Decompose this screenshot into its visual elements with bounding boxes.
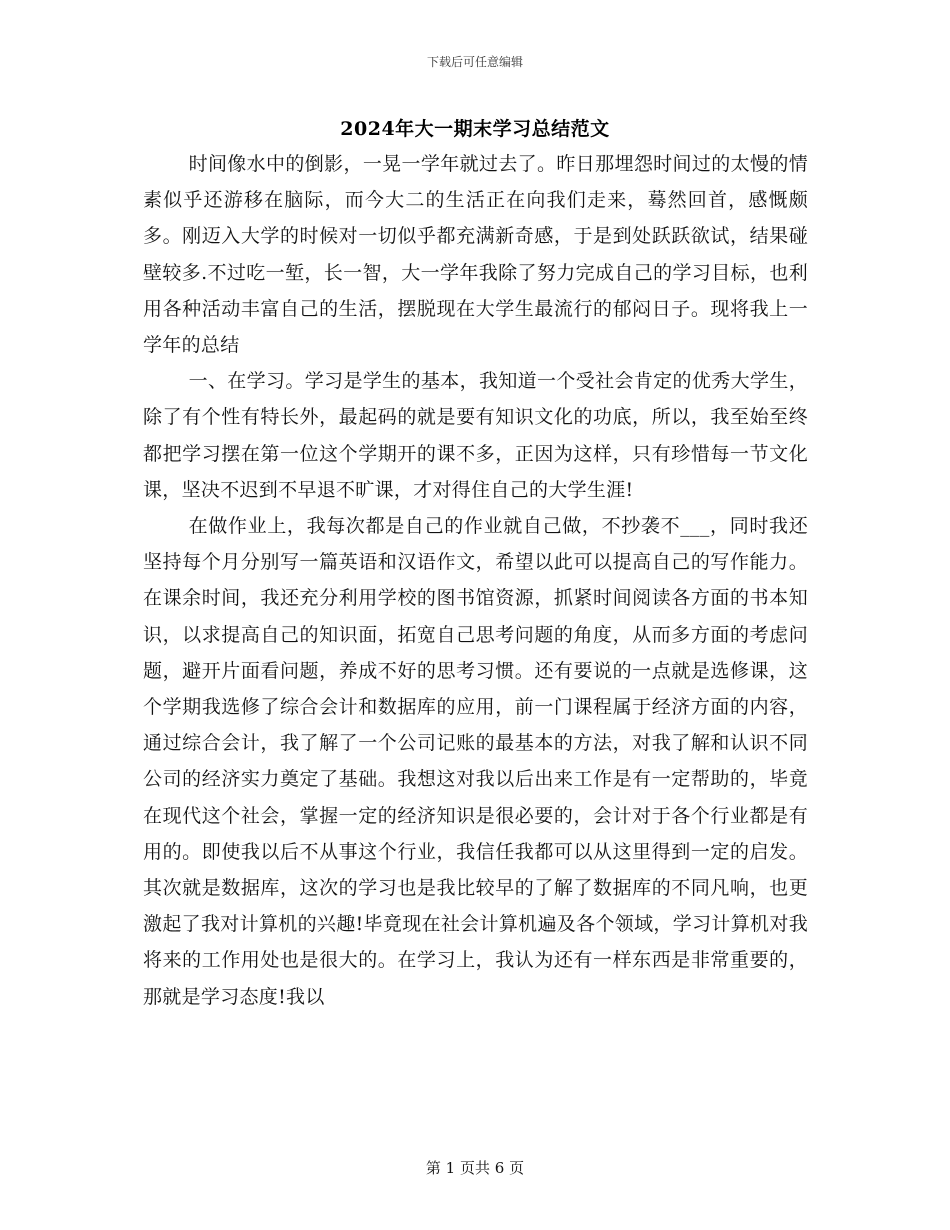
paragraph-study: 一、在学习。学习是学生的基本，我知道一个受社会肯定的优秀大学生，除了有个性有特长外，最起码的就是要有知识文化的功底，所以，我至始至终都把学习摆在第一位这个学期开的课不多，正因为这样，只有珍惜每一节文化课，坚决不迟到不早退不旷课，才对得住自己的大学生涯!: [143, 370, 808, 501]
paragraph-homework: 在做作业上，我每次都是自己的作业就自己做，不抄袭不___，同时我还坚持每个月分别写一篇英语和汉语作文，希望以此可以提高自己的写作能力。在课余时间，我还充分利用学校的图书馆资源，抓紧时间阅读各方面的书本知识，以求提高自己的知识面，拓宽自己思考问题的角度，从而多方面的考虑问题，避开片面看问题，养成不好的思考习惯。还有要说的一点就是选修课，这个学期我选修了综合会计和数据库的应用，前一门课程属于经济方面的内容，通过综合会计，我了解了一个公司记账的最基本的方法，对我了解和认识不同公司的经济实力奠定了基础。我想这对我以后出来工作是有一定帮助的，毕竟在现代这个社会，掌握一定的经济知识是很必要的，会计对于各个行业都是有用的。即使我以后不从事这个行业，我信任我都可以从这里得到一定的启发。其次就是数据库，这次的学习也是我比较早的了解了数据库的不同凡响，也更激起了我对计算机的兴趣!毕竟现在社会计算机遍及各个领域，学习计算机对我将来的工作用处也是很大的。在学习上，我认为还有一样东西是非常重要的，那就是学习态度!我以: [143, 515, 808, 1008]
page-number: 第 1 页共 6 页: [425, 1159, 525, 1177]
document-title: 2024年大一期末学习总结范文: [340, 118, 610, 140]
header-note: 下载后可任意编辑: [426, 55, 523, 69]
paragraph-intro: 时间像水中的倒影，一晃一学年就过去了。昨日那埋怨时间过的太慢的情素似乎还游移在脑际，而今大二的生活正在向我们走来，蓦然回首，感慨颇多。刚迈入大学的时候对一切似乎都充满新奇感，于是到处跃跃欲试，结果碰壁较多.不过吃一堑，长一智，大一学年我除了努力完成自己的学习目标，也利用各种活动丰富自己的生活，摆脱现在大学生最流行的郁闷日子。现将我上一学年的总结: [143, 153, 808, 357]
document-body: [143, 146, 808, 1015]
